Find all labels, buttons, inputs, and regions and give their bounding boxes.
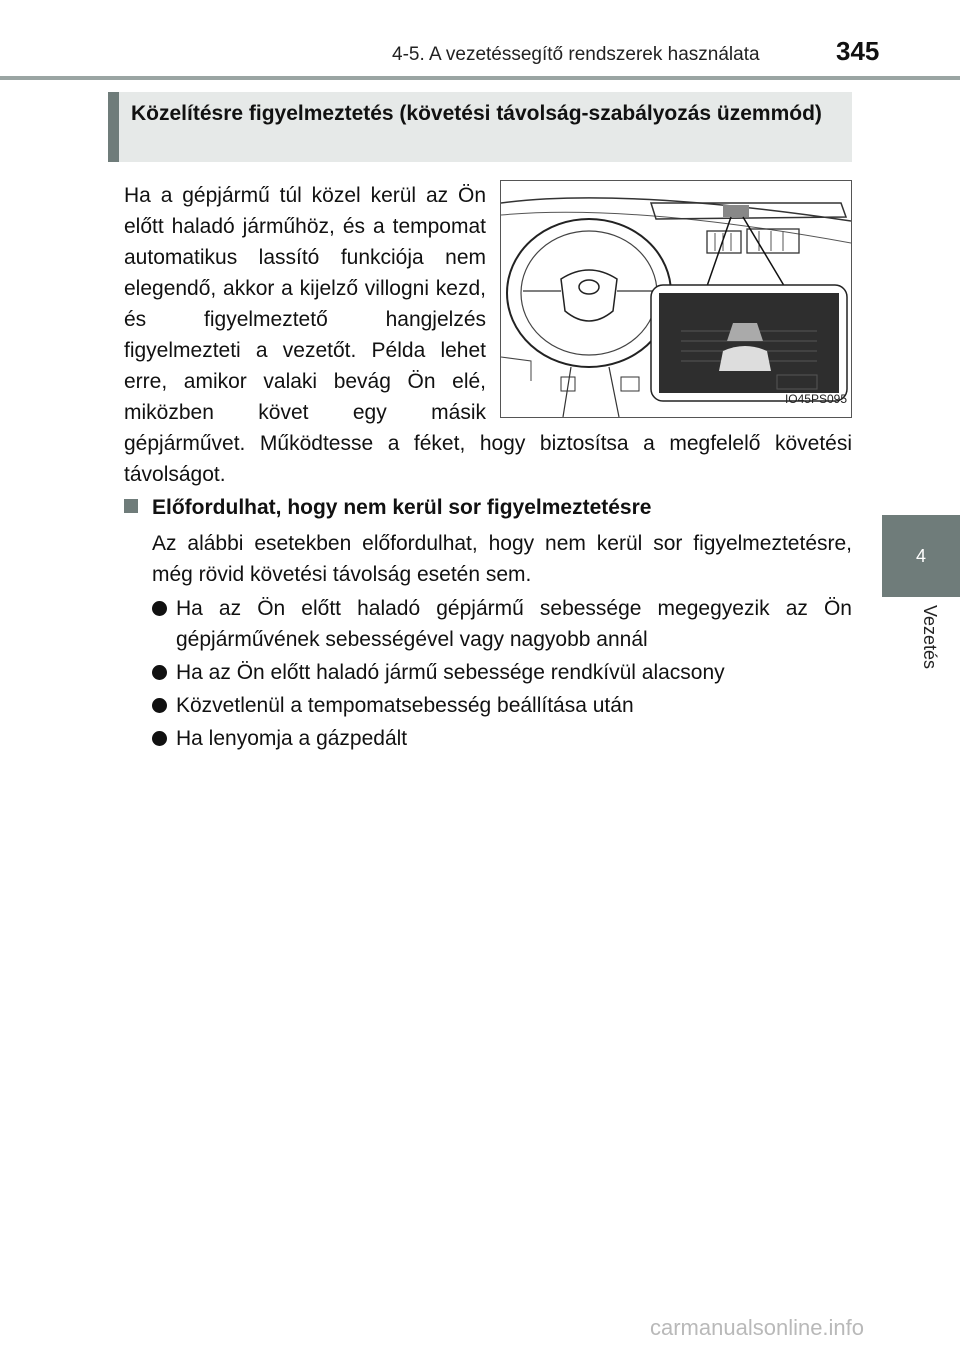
dashboard-illustration [500,180,852,418]
header-divider [0,76,960,80]
bullet-icon [152,731,167,746]
bullet-icon [152,698,167,713]
subsection-heading [124,492,852,523]
bullet-icon [152,601,167,616]
chapter-tab-number: 4 [915,545,926,566]
list-item: Ha az Ön előtt haladó jármű sebessége rendkívül alacsony [152,657,852,688]
square-bullet-icon [124,499,138,513]
chapter-title: 4-5. A vezetéssegítő rendszerek használata [392,44,760,65]
condition-list [152,593,852,756]
section-body-text: Ha a gépjármű túl közel kerül az Ön előtt haladó járműhöz, és a tempomat automatikus lassító funkciója nem elegendő, akkor a kijelző villogni kezd, és figyelmeztető hangjelzés figyelmezteti a vezetőt. Példa lehet erre, amikor valaki bevág Ön elé, miközben követ egy másik gépjárművet. Működtesse a féket, hogy biztosítsa a megfelelő követési távolságot. [124,184,852,486]
bullet-icon [152,665,167,680]
chapter-tab-label: Vezetés [920,605,940,670]
chapter-tab[interactable] [882,515,960,597]
subsection-intro: Az alábbi esetekben előfordulhat, hogy nem kerül sor figyelmeztetésre, még rövid követési távolság esetén sem. [152,532,852,586]
dashboard-drawing [501,181,851,417]
page-number: 345 [836,36,880,66]
list-item: Ha az Ön előtt haladó gépjármű sebessége megegyezik az Ön gépjárművének sebességével vagy nagyobb annál [152,593,852,655]
section-heading: Közelítésre figyelmeztetés (követési távolság-szabályozás üzemmód) [108,92,852,162]
subsection-heading-text: Előfordulhat, hogy nem kerül sor figyelmeztetésre [152,496,652,519]
section-body [124,180,852,490]
illustration-code: IO45PS095 [784,392,847,406]
list-item: Ha lenyomja a gázpedált [152,723,852,754]
watermark: carmanualsonline.info [650,1315,865,1340]
list-item: Közvetlenül a tempomatsebesség beállítása után [152,690,852,721]
